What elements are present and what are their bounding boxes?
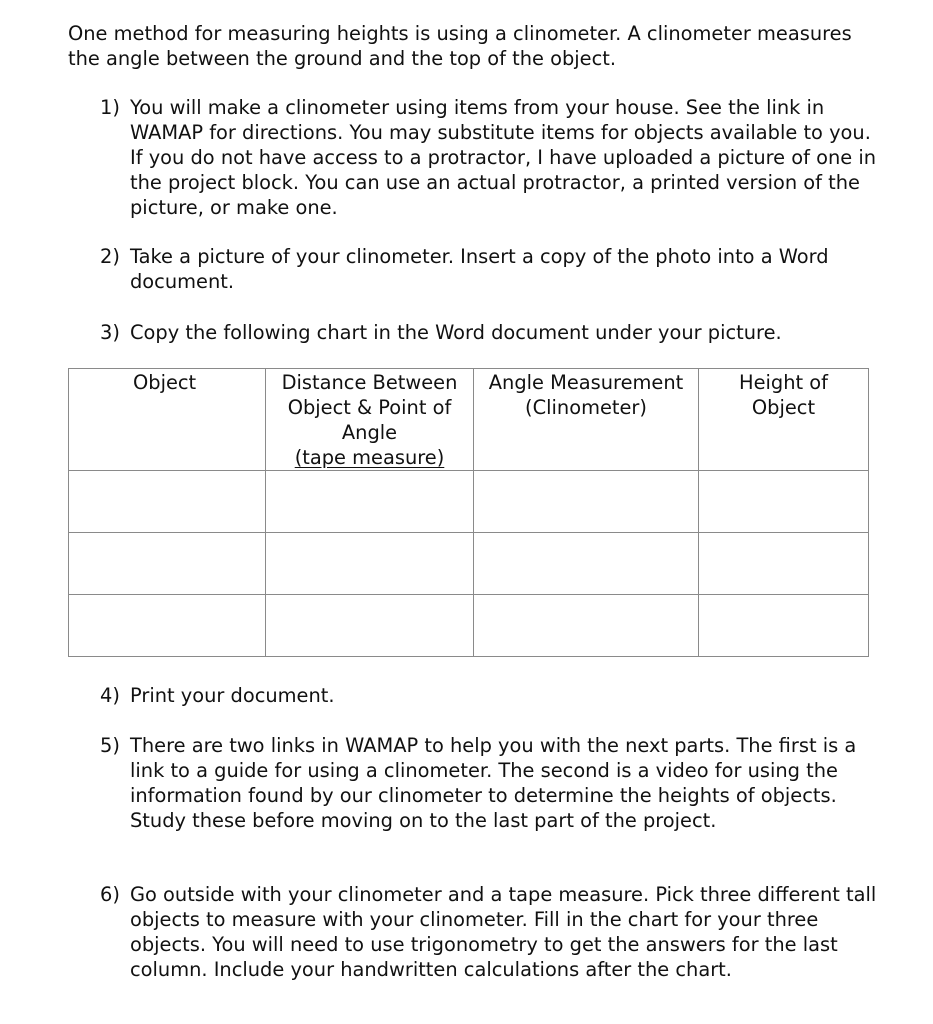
table-cell bbox=[69, 471, 266, 533]
step-text: There are two links in WAMAP to help you with the next parts. The first is a link to a guide for using a clinometer. The second is a video for using the information found by our clinometer to determine the heights of objects. Study these before moving on to the last part of the project. bbox=[130, 734, 857, 832]
step-text: You will make a clinometer using items from your house. See the link in WAMAP for directions. You may substitute items for objects available to you. If you do not have access to a protractor, I have uploaded a picture of one in the project block. You can use an actual protractor, a printed version of the picture, or make one. bbox=[130, 96, 877, 219]
table-cell bbox=[69, 533, 266, 595]
header-height bbox=[699, 369, 869, 471]
header-object bbox=[69, 369, 266, 471]
measurement-chart bbox=[68, 368, 869, 657]
table-cell bbox=[266, 595, 474, 657]
table-row bbox=[69, 533, 869, 595]
table-cell bbox=[699, 533, 869, 595]
table-cell bbox=[266, 533, 474, 595]
step-number: 6) bbox=[100, 883, 120, 906]
header-height-line: Height of bbox=[739, 371, 828, 394]
header-distance-line: Angle bbox=[341, 421, 398, 444]
table-cell bbox=[699, 471, 869, 533]
step-number: 1) bbox=[100, 96, 120, 119]
step-3 bbox=[100, 320, 880, 345]
header-height-line: Object bbox=[751, 396, 816, 419]
table-cell bbox=[474, 595, 699, 657]
step-1 bbox=[100, 95, 880, 220]
step-2 bbox=[100, 244, 880, 294]
table-cell bbox=[699, 595, 869, 657]
table-row bbox=[69, 471, 869, 533]
step-number: 4) bbox=[100, 684, 120, 707]
header-object-label: Object bbox=[133, 371, 197, 394]
step-text: Take a picture of your clinometer. Insert a copy of the photo into a Word document. bbox=[130, 245, 829, 293]
table-row bbox=[69, 595, 869, 657]
table-cell bbox=[474, 533, 699, 595]
step-number: 5) bbox=[100, 734, 120, 757]
table-cell bbox=[69, 595, 266, 657]
step-text: Print your document. bbox=[130, 684, 335, 707]
step-5 bbox=[100, 733, 880, 833]
table-cell bbox=[474, 471, 699, 533]
chart-header-row bbox=[69, 369, 869, 471]
step-text: Go outside with your clinometer and a tape measure. Pick three different tall objects to measure with your clinometer. Fill in the chart for your three objects. You will need to use trigonometry to get the answers for the last column. Include your handwritten calculations after the chart. bbox=[130, 883, 877, 981]
intro-paragraph: One method for measuring heights is using a clinometer. A clinometer measures the angle between the ground and the top of the object. bbox=[68, 22, 852, 70]
step-text: Copy the following chart in the Word document under your picture. bbox=[130, 321, 782, 344]
header-distance-line: Distance Between bbox=[281, 371, 458, 394]
header-angle-line: Angle Measurement bbox=[488, 371, 684, 394]
step-6 bbox=[100, 882, 880, 982]
table-cell bbox=[266, 471, 474, 533]
header-distance bbox=[266, 369, 474, 471]
header-distance-line: Object & Point of bbox=[287, 396, 452, 419]
step-number: 3) bbox=[100, 321, 120, 344]
step-4 bbox=[100, 683, 880, 708]
header-angle-line: (Clinometer) bbox=[525, 396, 647, 419]
header-distance-line: (tape measure) bbox=[294, 446, 445, 469]
header-angle bbox=[474, 369, 699, 471]
step-number: 2) bbox=[100, 245, 120, 268]
